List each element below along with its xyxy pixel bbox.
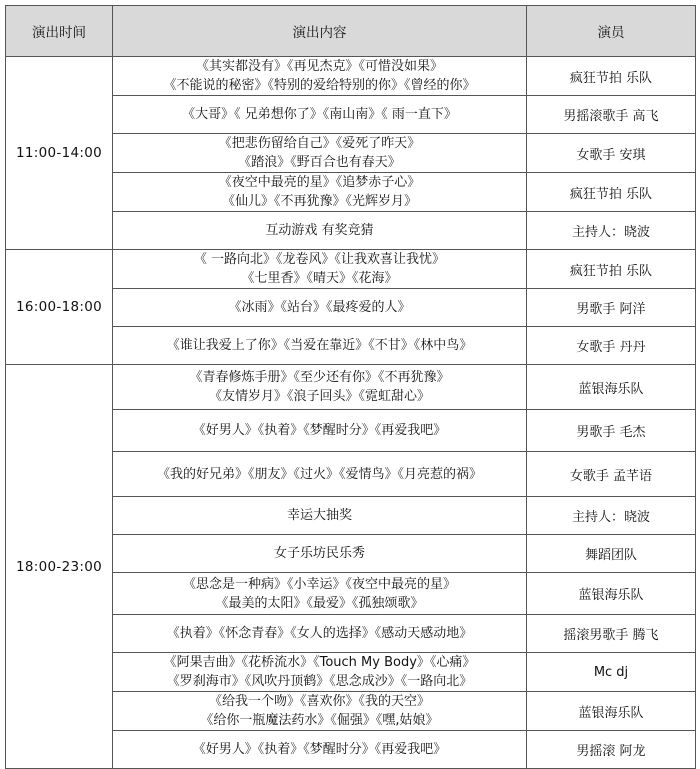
program-cell xyxy=(113,573,527,615)
header-time: 演出时间 xyxy=(6,6,113,57)
performer-cell: 疯狂节拍 乐队 xyxy=(527,250,696,289)
program-line: 《仙儿》《不再犹豫》《光辉岁月》 xyxy=(221,194,417,209)
program-line: 《冰雨》《站台》《最疼爱的人》 xyxy=(228,300,411,315)
program-line: 女子乐坊民乐秀 xyxy=(273,546,365,561)
program-cell xyxy=(113,410,527,452)
performer-cell: 蓝银海乐队 xyxy=(527,573,696,615)
program-cell xyxy=(113,731,527,769)
schedule-body xyxy=(6,57,696,769)
time-slot: 18:00-23:00 xyxy=(6,365,113,769)
program-cell xyxy=(113,365,527,410)
program-cell xyxy=(113,535,527,573)
program-line: 《谁让我爱上了你》《当爱在靠近》《不甘》《林中鸟》 xyxy=(166,338,473,353)
program-cell xyxy=(113,289,527,327)
program-line: 《好男人》《执着》《梦醒时分》《再爱我吧》 xyxy=(192,423,447,438)
performer-cell: 蓝银海乐队 xyxy=(527,365,696,410)
program-line: 《把悲伤留给自己》《爱死了昨天》 xyxy=(218,136,421,151)
program-line: 《给你一瓶魔法药水》《倔强》《嘿,姑娘》 xyxy=(200,713,439,728)
performer-cell: Mc dj xyxy=(527,653,696,692)
header-performer: 演员 xyxy=(527,6,696,57)
program-cell xyxy=(113,173,527,212)
program-line: 《不能说的秘密》《特别的爱给特别的你》《曾经的你》 xyxy=(163,78,476,93)
time-slot: 11:00-14:00 xyxy=(6,57,113,250)
performer-cell: 蓝银海乐队 xyxy=(527,692,696,731)
program-line: 《阿果吉曲》《花桥流水》《Touch My Body》《心痛》 xyxy=(163,655,476,670)
performer-cell: 男摇滚歌手 高飞 xyxy=(527,96,696,134)
schedule-row xyxy=(6,250,696,289)
program-line: 互动游戏 有奖竞猜 xyxy=(265,223,374,238)
program-line: 《大哥》《 兄弟想你了》《南山南》《 雨一直下》 xyxy=(182,107,457,122)
time-slot: 16:00-18:00 xyxy=(6,250,113,365)
performer-cell: 主持人：晓波 xyxy=(527,212,696,250)
performer-cell: 男摇滚 阿龙 xyxy=(527,731,696,769)
program-line: 《友情岁月》《浪子回头》《霓虹甜心》 xyxy=(208,389,430,404)
program-line: 《好男人》《执着》《梦醒时分》《再爱我吧》 xyxy=(192,742,447,757)
program-cell xyxy=(113,250,527,289)
performer-cell: 女歌手 孟芊语 xyxy=(527,452,696,497)
schedule-row xyxy=(6,365,696,410)
performer-cell: 男歌手 毛杰 xyxy=(527,410,696,452)
program-line: 《 一路向北》《龙卷风》《让我欢喜让我忧》 xyxy=(193,252,446,267)
program-cell xyxy=(113,327,527,365)
program-cell xyxy=(113,212,527,250)
schedule-table xyxy=(5,5,696,769)
program-cell xyxy=(113,653,527,692)
performer-cell: 舞蹈团队 xyxy=(527,535,696,573)
program-cell xyxy=(113,452,527,497)
program-line: 《思念是一种病》《小幸运》《夜空中最亮的星》 xyxy=(182,576,456,592)
program-line: 《执着》《怀念青春》《女人的选择》《感动天感动地》 xyxy=(166,626,473,641)
program-cell xyxy=(113,57,527,96)
program-line: 《青春修炼手册》《至少还有你》《不再犹豫》 xyxy=(189,370,450,385)
program-cell xyxy=(113,96,527,134)
program-line: 《夜空中最亮的星》《追梦赤子心》 xyxy=(218,175,421,190)
header-row xyxy=(6,6,696,57)
performer-cell: 疯狂节拍 乐队 xyxy=(527,57,696,96)
performer-cell: 摇滚男歌手 腾飞 xyxy=(527,615,696,653)
program-line: 《最美的太阳》《最爱》《孤独颂歌》 xyxy=(215,595,424,611)
program-line: 《七里香》《晴天》《花海》 xyxy=(241,271,398,286)
performer-cell: 主持人：晓波 xyxy=(527,497,696,535)
performer-cell: 疯狂节拍 乐队 xyxy=(527,173,696,212)
performer-cell: 女歌手 丹丹 xyxy=(527,327,696,365)
program-line: 《我的好兄弟》《朋友》《过火》《爱情鸟》《月亮惹的祸》 xyxy=(156,466,482,482)
program-line: 《罗刹海市》《风吹丹顶鹤》《思念成沙》《一路向北》 xyxy=(166,674,473,689)
program-line: 《踏浪》《野百合也有春天》 xyxy=(238,155,401,170)
program-line: 《给我一个吻》《喜欢你》《我的天空》 xyxy=(208,694,430,709)
program-cell xyxy=(113,615,527,653)
program-line: 幸运大抽奖 xyxy=(286,508,352,523)
header-program: 演出内容 xyxy=(113,6,527,57)
program-cell xyxy=(113,134,527,173)
program-line: 《其实都没有》《再见杰克》《可惜没如果》 xyxy=(195,59,443,74)
program-cell xyxy=(113,692,527,731)
schedule-row xyxy=(6,57,696,96)
performer-cell: 男歌手 阿洋 xyxy=(527,289,696,327)
performer-cell: 女歌手 安琪 xyxy=(527,134,696,173)
program-cell xyxy=(113,497,527,535)
